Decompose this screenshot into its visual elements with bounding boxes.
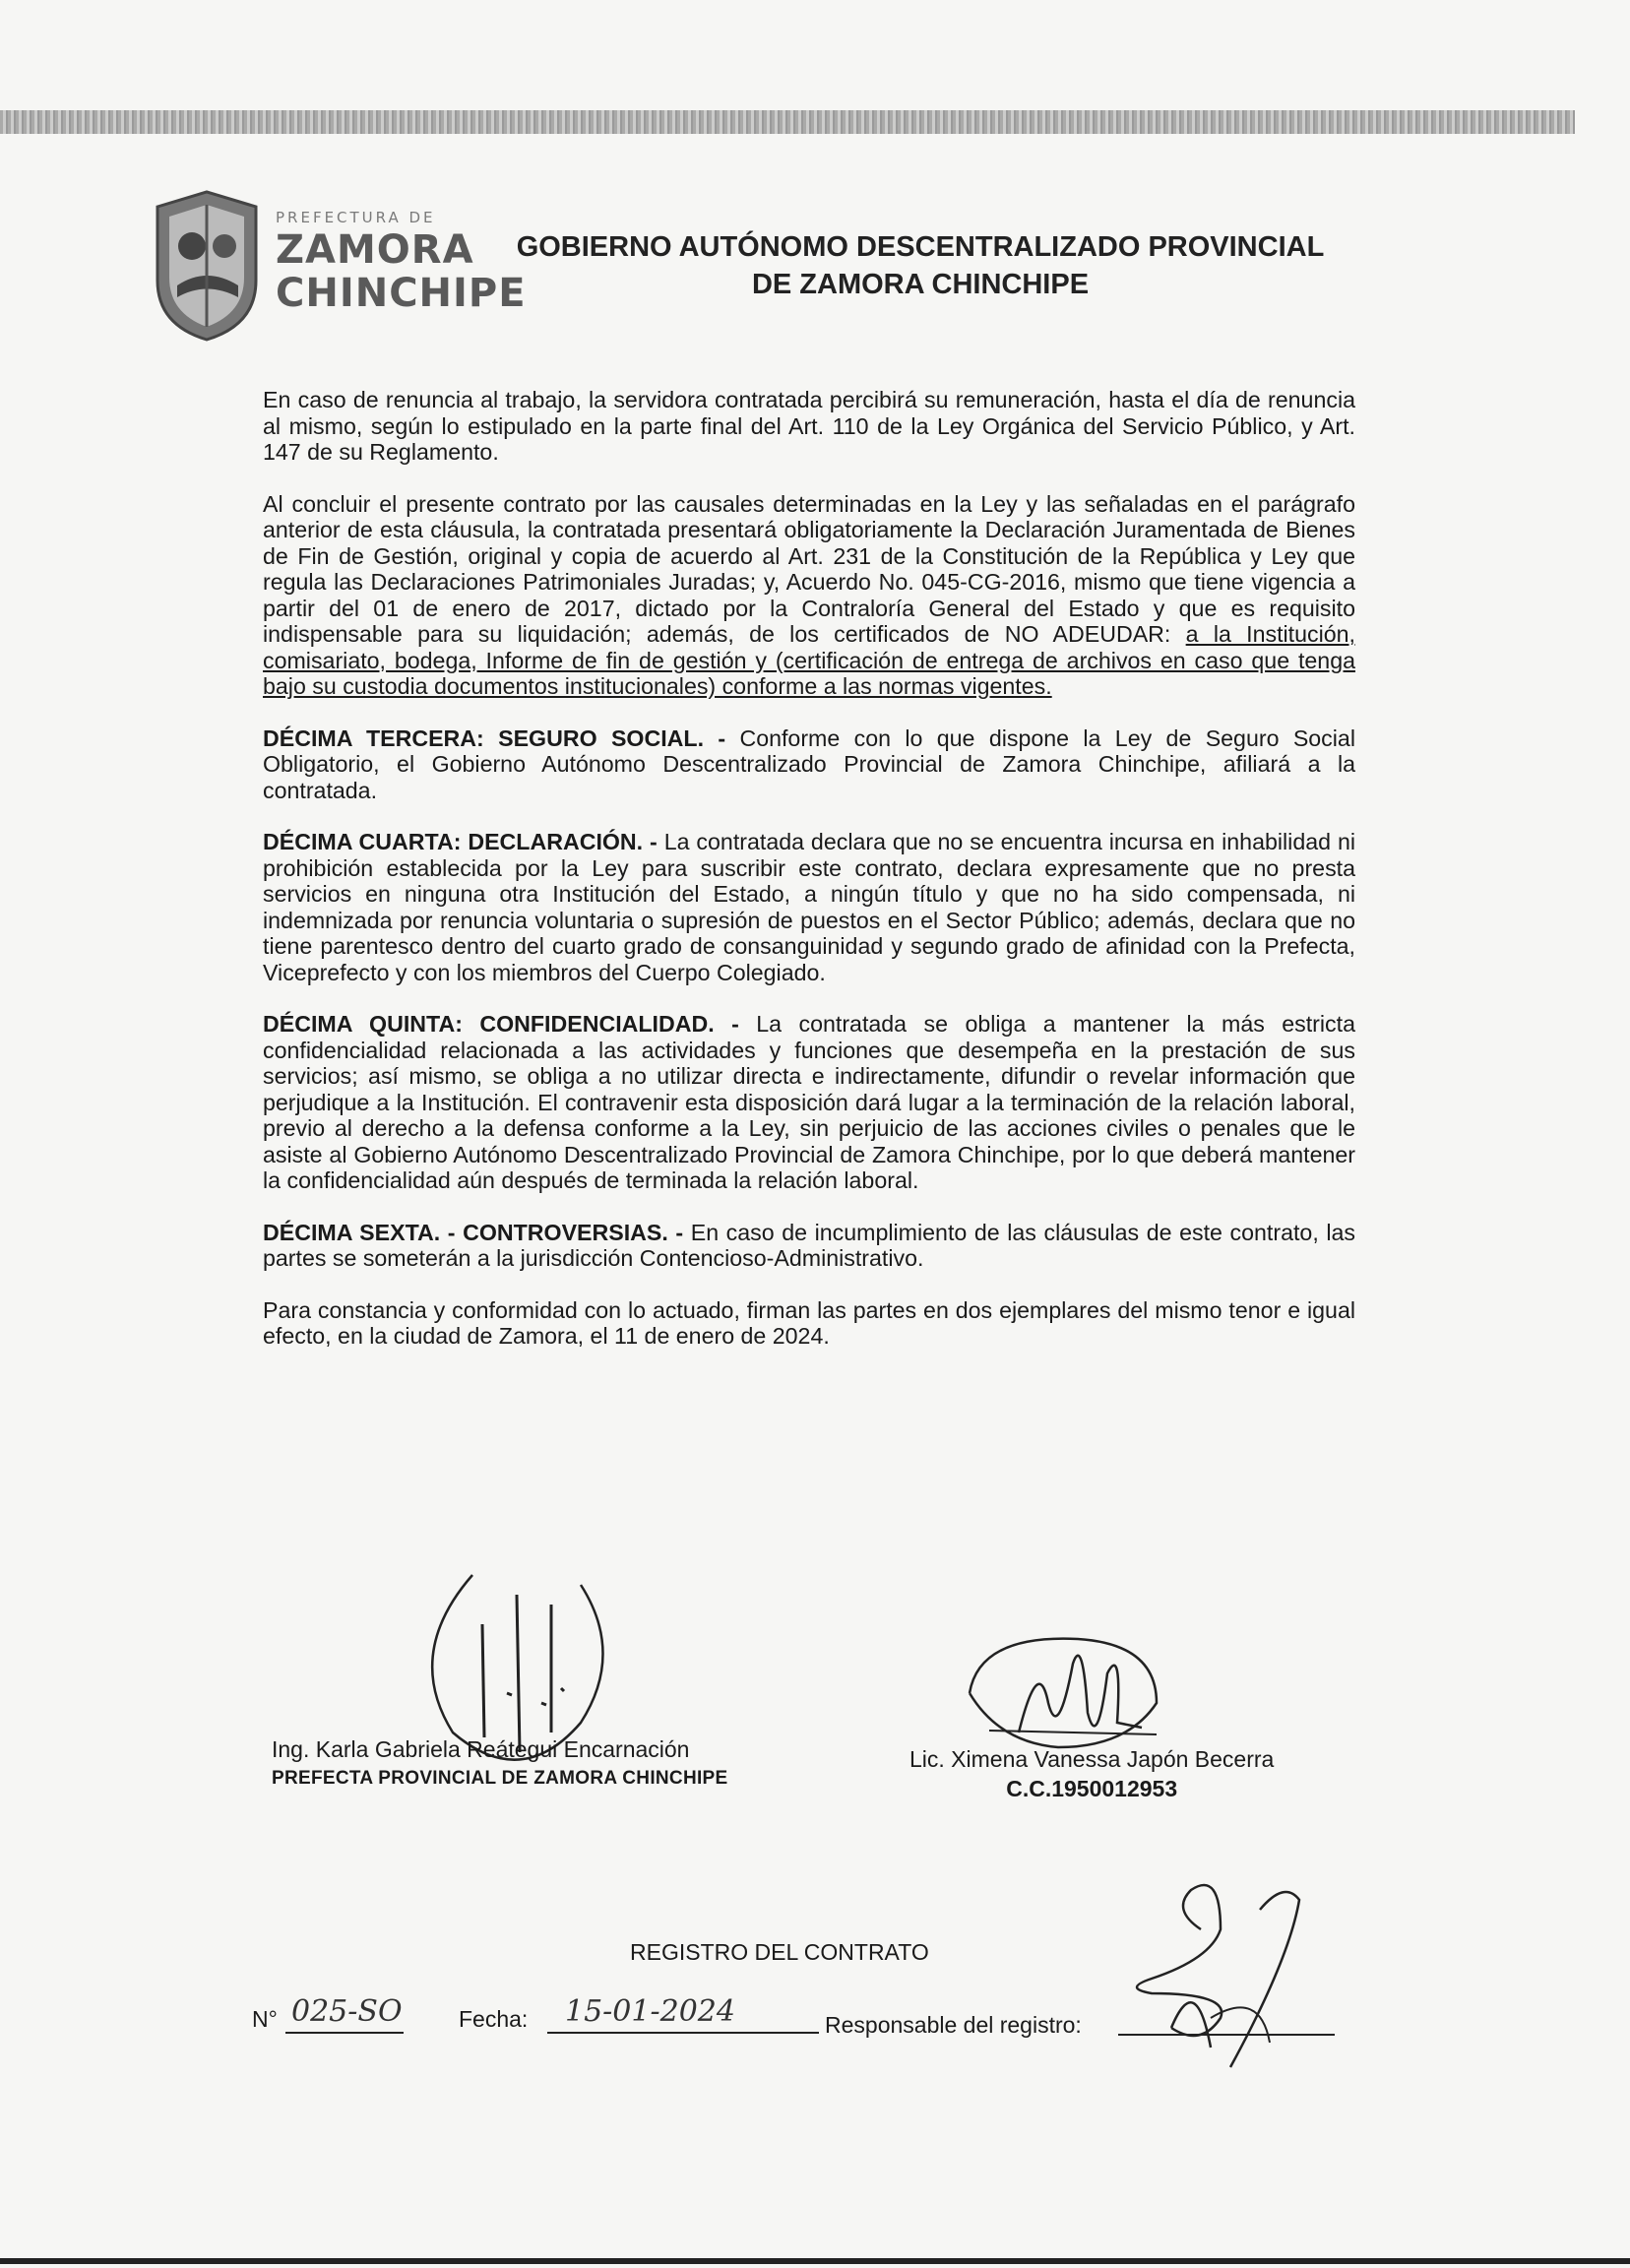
right-signatory-name: Lic. Ximena Vanessa Japón Becerra xyxy=(909,1746,1275,1772)
left-signatory xyxy=(272,1734,728,1794)
logo-subtitle: PREFECTURA DE xyxy=(276,209,436,226)
clause-14 xyxy=(263,829,1355,985)
right-signature-icon xyxy=(960,1624,1206,1762)
clause-16 xyxy=(263,1220,1355,1272)
registry-number-label: N° xyxy=(252,2006,278,2032)
paragraph-declaration-end xyxy=(263,491,1355,700)
right-signatory xyxy=(909,1744,1274,1803)
clause-14-text: La contratada declara que no se encuentra incursa en inhabilidad ni prohibición establecida por la Ley para suscribir este contrato, declara expresamente que no presta servicios en ninguna otra Institución del Estado, a ningún título y que no ha sido compensada, ni indemnizada por renuncia voluntaria o supresión de puestos en el Sector Público; además, declara que no tiene parentesco dentro del cuarto grado de consanguinidad y segundo grado de afinidad con la Prefecta, Viceprefecto y con los miembros del Cuerpo Colegiado. xyxy=(263,829,1355,985)
right-signatory-id: C.C.1950012953 xyxy=(1006,1776,1178,1801)
registry-date-underline xyxy=(547,2032,819,2034)
clause-15 xyxy=(263,1011,1355,1194)
scan-artifact-bar xyxy=(0,110,1575,134)
clause-16-text: En caso de incumplimiento de las cláusulas de este contrato, las partes se someterán a la jurisdicción Contencioso-Administrativo. xyxy=(263,1219,1355,1271)
clause-13-heading: DÉCIMA TERCERA: SEGURO SOCIAL. - xyxy=(263,724,726,751)
header-title-line2: DE ZAMORA CHINCHIPE xyxy=(751,269,1090,300)
registry-date-label: Fecha: xyxy=(459,2006,529,2032)
registry-date-value: 15-01-2024 xyxy=(565,1994,735,2029)
registry-responsible-label: Responsable del registro: xyxy=(825,2012,1082,2038)
clause-15-text: La contratada se obliga a mantener la más estricta confidencialidad relacionada a las actividades y funciones que desempeña en la prestación de sus servicios; así mismo, se obliga a no utilizar directa e indirectamente, difundir o revelar información que perjudique a la Institución. El contravenir esta disposición dará lugar a la terminación de la relación laboral, previo al derecho a la defensa conforme a la Ley, sin perjuicio de las acciones civiles o penales que le asiste al Gobierno Autónomo Descentralizado Provincial de Zamora Chinchipe, por lo que deberá mantener la confidencialidad aún después de terminada la relación laboral. xyxy=(263,1011,1355,1193)
scan-artifact-bottom xyxy=(0,2258,1630,2264)
registry-number-value: 025-SO xyxy=(291,1994,403,2029)
left-signatory-name: Ing. Karla Gabriela Reátegui Encarnación xyxy=(272,1736,690,1762)
registry-number-underline xyxy=(285,2032,404,2034)
registry-title: REGISTRO DEL CONTRATO xyxy=(630,1939,929,1965)
registry-signature-icon xyxy=(1112,1870,1339,2097)
clause-13-text: Conforme con lo que dispone la Ley de Seguro Social Obligatorio, el Gobierno Autónomo Descentralizado Provincial de Zamora Chinchipe, afiliará a la contratada. xyxy=(263,724,1355,803)
paragraph-declaration-underlined: a la Institución, comisariato, bodega, Informe de fin de gestión y (certificación de entrega de archivos en caso que tenga bajo su custodia documentos institucionales) conforme a las normas vigentes. xyxy=(263,621,1356,699)
logo-wordmark-line2: CHINCHIPE xyxy=(276,271,527,316)
clause-14-heading: DÉCIMA CUARTA: DECLARACIÓN. - xyxy=(263,829,658,854)
paragraph-declaration-text: Al concluir el presente contrato por las causales determinadas en la Ley y las señaladas en el parágrafo anterior de esta cláusula, la contratada presentará obligatoriamente la Declaración Juramentada de Bienes de Fin de Gestión, original y copia de acuerdo al Art. 231 de la Constitución de la República y Ley que regula las Declaraciones Patrimoniales Juradas; y, Acuerdo No. 045-CG-2016, mismo que tiene vigencia a partir del 01 de enero de 2017, dictado por la Contraloría General del Estado y que es requisito indispensable para su liquidación; además, de los certificados de NO ADEUDAR: xyxy=(263,490,1355,647)
paragraph-resignation: En caso de renuncia al trabajo, la servidora contratada percibirá su remuneración, hasta el día de renuncia al mismo, según lo estipulado en la parte final del Art. 110 de la Ley Orgánica del Servicio Público, y Art. 147 de su Reglamento. xyxy=(263,387,1355,465)
clause-16-heading: DÉCIMA SEXTA. - CONTROVERSIAS. - xyxy=(263,1219,684,1245)
document-header-title xyxy=(463,228,1378,303)
contract-body xyxy=(263,387,1355,1375)
clause-15-heading: DÉCIMA QUINTA: CONFIDENCIALIDAD. - xyxy=(263,1011,739,1037)
left-signatory-role: PREFECTA PROVINCIAL DE ZAMORA CHINCHIPE xyxy=(272,1768,728,1789)
closing-paragraph: Para constancia y conformidad con lo actuado, firman las partes en dos ejemplares del mismo tenor e igual efecto, en la ciudad de Zamora, el 11 de enero de 2024. xyxy=(263,1296,1355,1349)
clause-13 xyxy=(263,725,1355,804)
prefecture-logo-icon xyxy=(148,187,266,345)
header-title-line1: GOBIERNO AUTÓNOMO DESCENTRALIZADO PROVINCIAL xyxy=(516,231,1325,263)
logo-wordmark-line1: ZAMORA xyxy=(276,227,474,273)
